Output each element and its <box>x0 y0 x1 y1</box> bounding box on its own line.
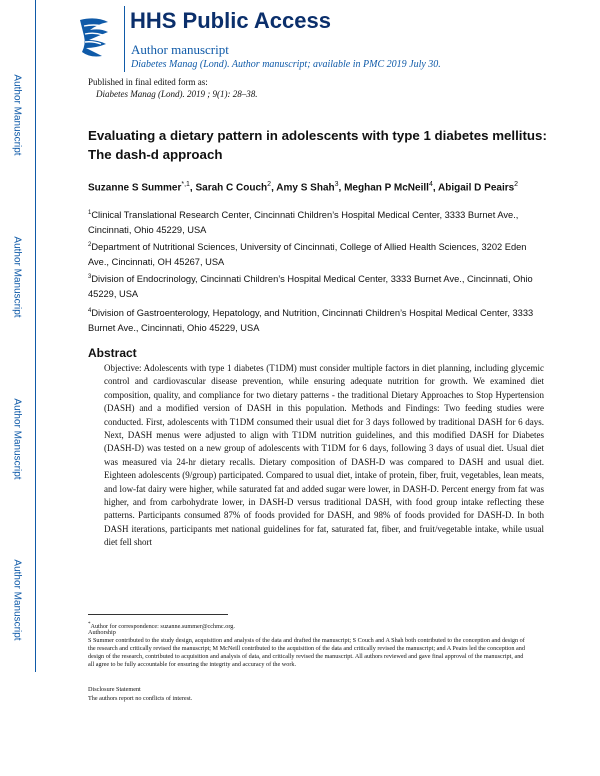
affiliation: $^2$Department of Nutritional Sciences, University of Cincinnati, College of Allied Health Sciences, 3202 Eden Ave., Cincinnati, OH 45267, USA <box>88 242 527 268</box>
author-name: Suzanne S Summer <box>88 182 182 194</box>
author-name: Amy S Shah <box>276 182 335 194</box>
authorship-heading: Authorship <box>88 629 116 636</box>
sidebar-label: Author Manuscript <box>11 398 23 480</box>
correspondence-note: *Author for correspondence: suzanne.summer@cchmc.org. <box>88 622 235 631</box>
footnote-divider <box>88 614 228 615</box>
citation: Diabetes Manag (Lond). 2019 ; 9(1): 28–38. <box>96 89 258 99</box>
affiliation: $^4$Division of Gastroenterology, Hepatology, and Nutrition, Cincinnati Children’s Hospital Medical Center, 3333 Burnet Ave., Cincinnati, Ohio 45229, USA <box>88 308 534 334</box>
abstract-heading: Abstract <box>88 346 137 360</box>
author-list: Suzanne S Summer$^{*,1}$, Sarah C Couch$^2$, Amy S Shah$^3$, Meghan P McNeill$^4$, Abigail D Peairs$^2$ <box>88 181 519 194</box>
sidebar-label: Author Manuscript <box>11 236 23 318</box>
affiliation: $^3$Division of Endocrinology, Cincinnati Children’s Hospital Medical Center, 3333 Burnet Ave., Cincinnati, Ohio 45229, USA <box>88 274 533 300</box>
disclosure-heading: Disclosure Statement <box>88 686 141 693</box>
affiliation: $^1$Clinical Translational Research Center, Cincinnati Children’s Hospital Medical Center, 3333 Burnet Ave., Cincinnati, Ohio 45229, USA <box>88 210 519 236</box>
article-title: Evaluating a dietary pattern in adolescents with type 1 diabetes mellitus: The dash-d approach <box>88 128 547 162</box>
author-name: Sarah C Couch <box>195 182 268 194</box>
hhs-eagle-logo-icon <box>76 14 112 60</box>
header-title: HHS Public Access <box>130 8 331 33</box>
abstract-body: Objective: Adolescents with type 1 diabetes (T1DM) must consider multiple factors in diet planning, including glycemic control and cardiovascular disease prevention, while ensuring adequate nutrition for growth. We examined diet composition, quality, and compliance for two dietary patterns - the traditional Dietary Approaches to Stop Hypertension (DASH) and a modified version of DASH in this population. Methods and Findings: Two feeding studies were conducted. First, adolescents with T1DM consumed their usual diet for 3 days followed by traditional DASH for 6 days. Next, DASH menus were adjusted to align with T1DM nutrition guidelines, and this modified DASH for Diabetes (DASH-D) was tested on a new group of adolescents with T1DM for 6 days, following 3 days of usual diet. Usual diet was measured via 24-hr dietary recalls. Dietary composition of DASH-D was compared to DASH and usual diet. Eighteen adolescents (9/group) participated. Compared to usual diet, intake of protein, fiber, fruit, vegetables, lean meats, and low-fat dairy were higher, while saturated fat and added sugar were lower, in DASH-D. Percent energy from fat was higher, and from carbohydrate lower, in DASH-D versus traditional DASH, with food group intake reflecting these patterns. Participants consumed 87% of foods provided for DASH, and 98% of foods provided for DASH-D. In both DASH iterations, participants met national guidelines for fat, saturated fat, fiber, and fruit/vegetable intake, while usual diet fell short <box>104 363 544 548</box>
header-divider <box>124 6 125 72</box>
authorship-statement: S Summer contributed to the study design, acquisition and analysis of the data and drafted the manuscript; S Couch and A Shah both contributed to the conception and design of the research and critically revised the manuscript; M McNeill contributed to the acquisition of the data and critically revised the manuscript; and A Peairs led the conception and design of the research, contributed to acquisition and analysis of data, and critically revised the manuscript. All authors reviewed and gave final approval of the manuscript, and all agree to be fully accountable for ensuring the integrity and accuracy of the work. <box>88 637 525 668</box>
header-subtitle: Author manuscript <box>131 42 229 57</box>
sidebar-label: Author Manuscript <box>11 559 23 641</box>
disclosure-statement: The authors report no conflicts of interest. <box>88 695 193 702</box>
published-label: Published in final edited form as: <box>88 77 208 87</box>
header-journal-line: Diabetes Manag (Lond). Author manuscript; available in PMC 2019 July 30. <box>131 59 441 70</box>
author-name: Abigail D Peairs <box>438 182 515 194</box>
margin-rule <box>35 0 36 672</box>
sidebar-label: Author Manuscript <box>11 74 23 156</box>
author-name: Meghan P McNeill <box>344 182 429 194</box>
